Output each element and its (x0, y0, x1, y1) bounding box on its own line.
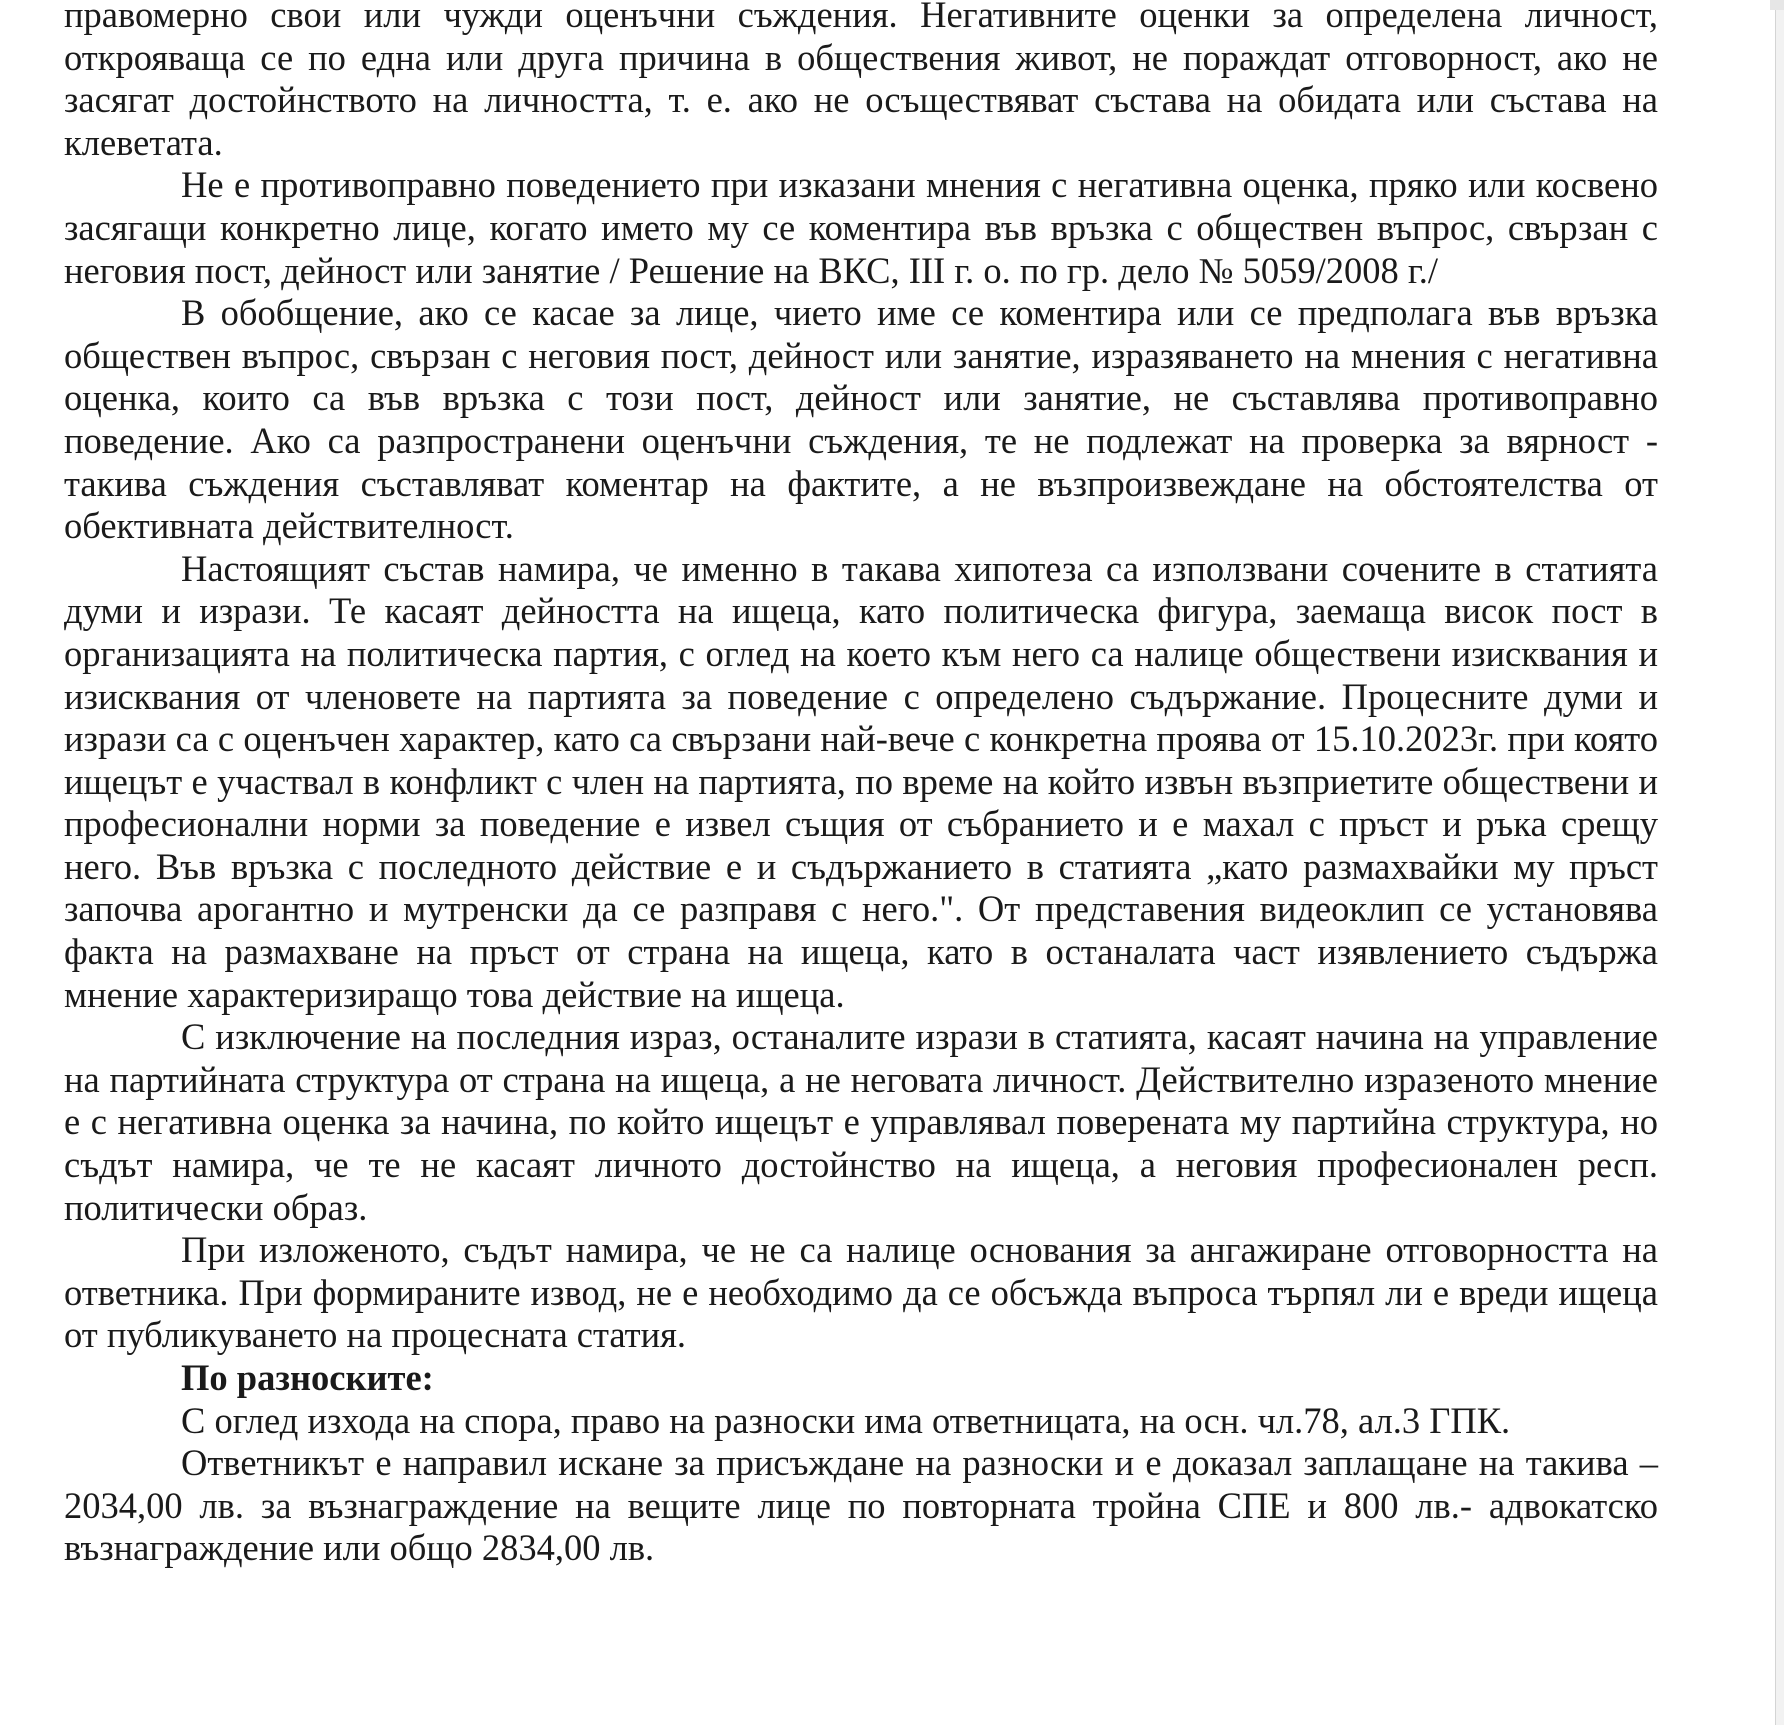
section-heading-costs: По разноските: (181, 1357, 434, 1398)
page-scroll-edge (1775, 0, 1784, 1725)
paragraph-supreme-court-reference: Не е противоправно поведението при изказани мнения с негативна оценка, пряко или косвено засягащи конкретно лице, когато името му се коментира във връзка с обществен въпрос, свързан с неговия пост, дейност или занятие / Решение на ВКС, III г. о. по гр. дело № 5059/2008 г./ (64, 164, 1658, 291)
paragraph-conclusion: При изложеното, съдът намира, че не са налице основания за ангажиране отговорността на ответника. При формираните извод, не е необходимо да се обсъжда въпроса търпял ли е вреди ищеца от публикуването на процесната статия. (64, 1229, 1658, 1356)
paragraph-costs-amount: Ответникът е направил искане за присъждане на разноски и е доказал заплащане на такива – 2034,00 лв. за възнаграждение на вещите лице по повторната тройна СПЕ и 800 лв.- адвокатско възнаграждение или общо 2834,00 лв. (64, 1442, 1658, 1569)
document-body (64, 0, 1658, 1570)
paragraph-opinion-continuation: правомерно свои или чужди оценъчни съждения. Негативните оценки за определена личност, открояваща се по една или друга причина в обществения живот, не пораждат отговорност, ако не засягат достойнството на личността, т. е. ако не осъществяват състава на обидата или състава на клеветата. (64, 0, 1658, 163)
paragraph-summary: В обобщение, ако се касае за лице, чието име се коментира или се предполага във връзка обществен въпрос, свързан с неговия пост, дейност или занятие, изразяването на мнения с негативна оценка, които са във връзка с този пост, дейност или занятие, не съставлява противоправно поведение. Ако са разпространени оценъчни съждения, те не подлежат на проверка за вярност - такива съждения съставляват коментар на фактите, а не възпроизвеждане на обстоятелства от обективната действителност. (64, 292, 1658, 547)
paragraph-costs-entitlement: С оглед изхода на спора, право на разноски има ответницата, на осн. чл.78, ал.3 ГПК. (181, 1399, 1511, 1441)
paragraph-exception: С изключение на последния израз, останалите изрази в статията, касаят начина на управление на партийната структура от страна на ищеца, а не неговата личност. Действително изразеното мнение е с негативна оценка за начина, по който ищецът е управлявал поверената му партийна структура, но съдът намира, че те не касаят личното достойнство на ищеца, а неговия професионален респ. политически образ. (64, 1016, 1658, 1228)
page-corner (1770, 0, 1784, 10)
paragraph-court-findings: Настоящият състав намира, че именно в такава хипотеза са използвани сочените в статията думи и изрази. Те касаят дейността на ищеца, като политическа фигура, заемаща висок пост в организацията на политическа партия, с оглед на което към него са налице обществени изисквания и изисквания от членовете на партията за поведение с определено съдържание. Процесните думи и изрази са с оценъчен характер, като са свързани най-вече с конкретна проява от 15.10.2023г. при която ищецът е участвал в конфликт с член на партията, по време на който извън възприетите обществени и професионални норми за поведение е извел същия от събранието и е махал с пръст и ръка срещу него. Във връзка с последното действие е и съдържанието в статията „като размахвайки му пръст започва арогантно и мутренски да се разправя с него.". От представения видеоклип се установява факта на размахване на пръст от страна на ищеца, като в останалата част изявлението съдържа мнение характеризиращо това действие на ищеца. (64, 547, 1658, 1015)
